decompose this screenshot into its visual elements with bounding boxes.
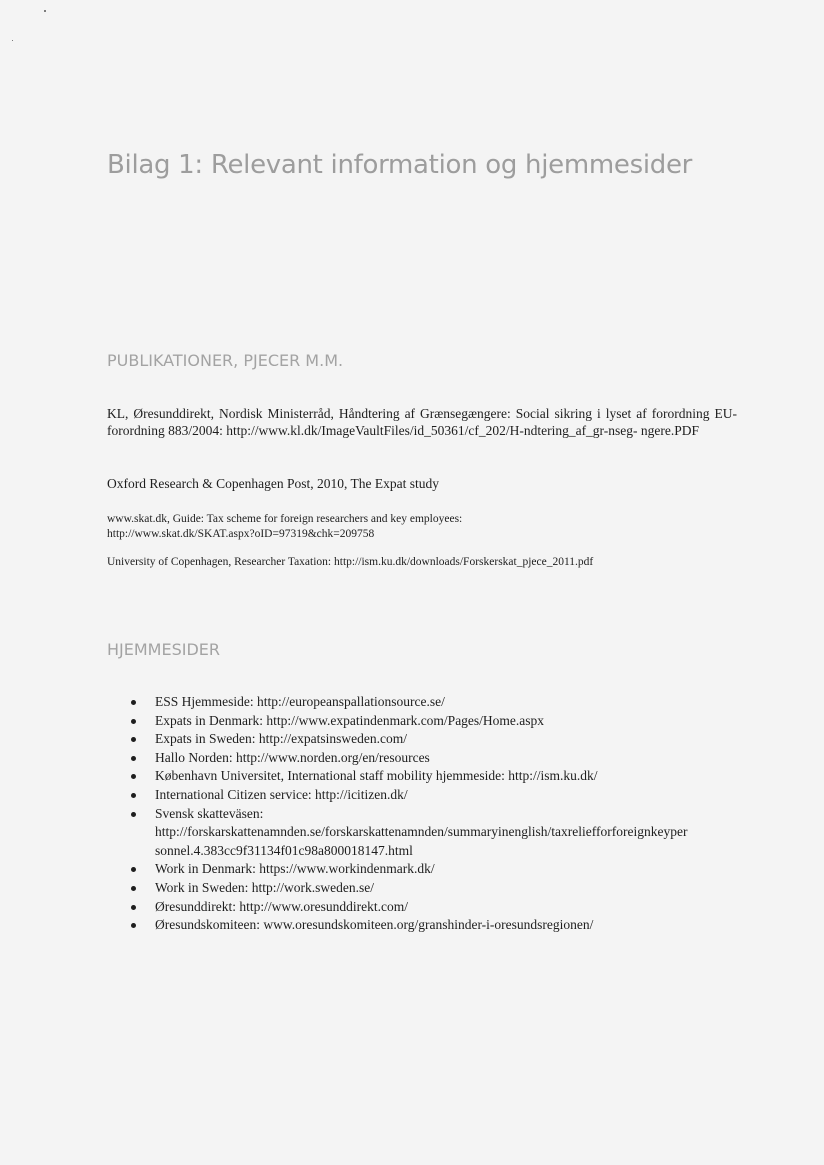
- website-text: Work in Denmark: https://www.workindenmark.dk/: [155, 861, 435, 877]
- website-list-item: [107, 898, 747, 917]
- website-list-item: [107, 730, 747, 749]
- reference-line: Oxford Research & Copenhagen Post, 2010, The Expat study: [107, 476, 439, 491]
- reference-line: http://www.skat.dk/SKAT.aspx?oID=97319&chk=209758: [107, 528, 375, 540]
- website-text: Work in Sweden: http://work.sweden.se/: [155, 879, 375, 895]
- website-list-item: [107, 860, 747, 879]
- reference-line: KL, Øresunddirekt, Nordisk Ministerråd, Håndtering af Grænsegængere: Social sikring i lyset af forordning: [107, 406, 710, 421]
- website-list-item: [107, 693, 747, 712]
- scan-speck: [44, 10, 46, 12]
- scan-speck: [12, 40, 13, 41]
- website-list: [107, 693, 747, 935]
- website-text: Øresundskomiteen: www.oresundskomiteen.org/granshinder-i-oresundsregionen/: [155, 917, 594, 933]
- website-list-item: [107, 879, 747, 898]
- reference-line: University of Copenhagen, Researcher Taxation: http://ism.ku.dk/downloads/Forskerskat_pjece_2011.pdf: [107, 556, 594, 568]
- reference-line: ngere.PDF: [640, 423, 700, 438]
- website-text: Hallo Norden: http://www.norden.org/en/resources: [155, 749, 430, 765]
- bullet-icon: [131, 737, 136, 742]
- website-text: København Universitet, International staff mobility hjemmeside: http://ism.ku.dk/: [155, 768, 598, 784]
- bullet-icon: [131, 793, 136, 798]
- reference-item: [107, 405, 737, 439]
- website-text: Øresunddirekt: http://www.oresunddirekt.com/: [155, 898, 408, 914]
- bullet-icon: [131, 774, 136, 779]
- website-list-item: [107, 916, 747, 935]
- bullet-icon: [131, 905, 136, 910]
- bullet-icon: [131, 719, 136, 724]
- website-list-item: [107, 767, 747, 786]
- reference-item: [107, 475, 737, 492]
- website-text: Svensk skatteväsen:: [155, 805, 264, 821]
- bullet-icon: [131, 923, 136, 928]
- reference-item: [107, 512, 737, 542]
- website-text: http://forskarskattenamnden.se/forskarskattenamnden/summaryinenglish/taxreliefforforeignkeyper: [155, 824, 688, 840]
- website-text: International Citizen service: http://icitizen.dk/: [155, 786, 408, 802]
- bullet-icon: [131, 756, 136, 761]
- page-title: Bilag 1: Relevant information og hjemmesider: [107, 150, 693, 180]
- bullet-icon: [131, 700, 136, 705]
- website-list-item: [107, 712, 747, 731]
- bullet-icon: [131, 886, 136, 891]
- bullet-icon: [131, 812, 136, 817]
- publications-heading: PUBLIKATIONER, PJECER M.M.: [107, 351, 344, 370]
- website-text: Expats in Denmark: http://www.expatindenmark.com/Pages/Home.aspx: [155, 712, 545, 728]
- website-list-item: [107, 786, 747, 805]
- website-text: ESS Hjemmeside: http://europeanspallationsource.se/: [155, 694, 445, 709]
- website-text: Expats in Sweden: http://expatsinsweden.com/: [155, 731, 407, 747]
- reference-item: [107, 555, 737, 570]
- website-text: sonnel.4.383cc9f31134f01c98a800018147.html: [155, 842, 413, 858]
- bullet-icon: [131, 867, 136, 872]
- website-list-item: [107, 805, 747, 861]
- websites-heading: HJEMMESIDER: [107, 640, 220, 659]
- website-list-item: [107, 749, 747, 768]
- reference-line: EU-forordning 883/2004: http://www.kl.dk/ImageVaultFiles/id_50361/cf_202/H-ndtering_af_gr-nseg-: [107, 406, 737, 438]
- reference-line: www.skat.dk, Guide: Tax scheme for foreign researchers and key employees:: [107, 513, 463, 525]
